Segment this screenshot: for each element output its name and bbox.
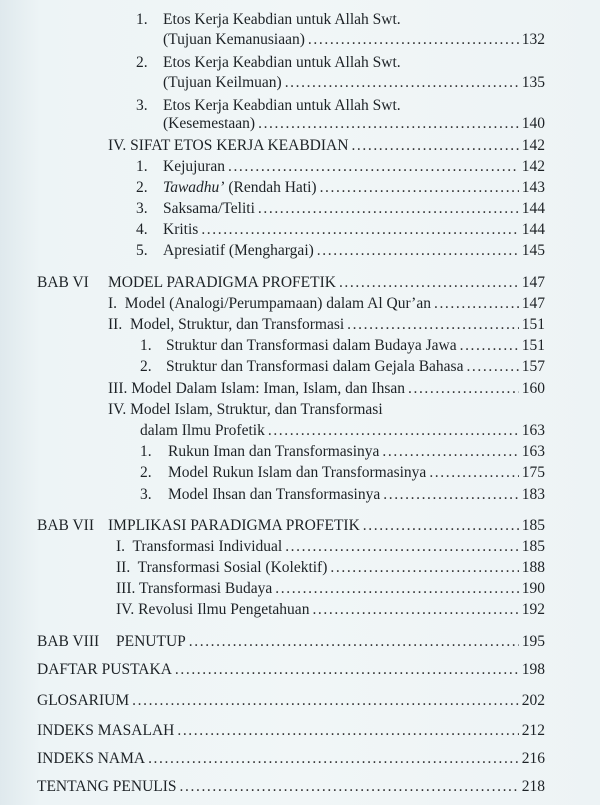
toc-entry-bab-6-iv[interactable] — [140, 421, 545, 441]
toc-entry-indeks-nama[interactable] — [37, 749, 545, 769]
entry-text: I. Transformasi Individual — [116, 538, 283, 555]
toc-entry-bab-7-iii[interactable] — [116, 579, 545, 599]
entry-text: Saksama/Teliti — [163, 200, 255, 217]
entry-text: IV. SIFAT ETOS KERJA KEABDIAN — [108, 137, 349, 154]
toc-entry-saksama[interactable] — [136, 199, 545, 219]
entry-text: (Tujuan Kemanusiaan) — [163, 31, 305, 48]
page-number: 216 — [521, 750, 545, 767]
leader-dots — [466, 357, 518, 377]
page-number: 145 — [521, 242, 545, 259]
toc-entry-kesemestaan[interactable] — [163, 114, 545, 134]
page-number: 144 — [521, 200, 545, 217]
page-number: 160 — [521, 380, 545, 397]
entry-text: GLOSARIUM — [37, 692, 130, 709]
page-number: 218 — [521, 778, 545, 795]
item-number: 5. — [136, 242, 148, 259]
entry-text: Model Ihsan dan Transformasinya — [168, 486, 381, 503]
chapter-label-bab-8: BAB VIII — [37, 633, 100, 650]
entry-text: I. Model (Analogi/Perumpamaan) dalam Al Qur’an — [108, 295, 431, 312]
chapter-label-bab-7: BAB VII — [37, 517, 94, 534]
item-number: 3. — [140, 486, 152, 503]
leader-dots — [347, 315, 519, 335]
toc-entry-gejala-bahasa[interactable] — [140, 357, 545, 377]
item-number: 1. — [136, 11, 148, 28]
entry-text: (Tujuan Keilmuan) — [163, 74, 282, 91]
entry-text: dalam Ilmu Profetik — [140, 422, 265, 439]
leader-dots — [132, 691, 519, 711]
entry-text: II. Model, Struktur, dan Transformasi — [108, 316, 345, 333]
leader-dots — [201, 220, 518, 240]
page-number: 147 — [521, 274, 545, 291]
entry-text: INDEKS MASALAH — [37, 722, 175, 739]
leader-dots — [317, 241, 519, 261]
page-number: 142 — [521, 137, 545, 154]
page-number: 143 — [521, 179, 545, 196]
leader-dots — [363, 516, 519, 536]
leader-dots — [434, 294, 519, 314]
leader-dots — [268, 421, 519, 441]
leader-dots — [308, 30, 519, 50]
page-number: 185 — [521, 517, 545, 534]
toc-entry-rukun-islam[interactable] — [140, 463, 545, 483]
toc-entry-ihsan[interactable] — [140, 485, 545, 505]
leader-dots — [180, 777, 519, 797]
item-number: 1. — [136, 158, 148, 175]
leader-dots — [148, 749, 519, 769]
toc-entry-indeks-masalah[interactable] — [37, 721, 545, 741]
toc-entry-tujuan-kemanusiaan[interactable] — [163, 30, 545, 50]
page-number: 202 — [521, 692, 545, 709]
toc-entry-bab-6-ii[interactable] — [108, 315, 545, 335]
item-number: 2. — [136, 54, 148, 71]
page-number: 192 — [521, 601, 545, 618]
page-number: 175 — [521, 464, 545, 481]
toc-entry-bab-7-ii[interactable] — [116, 558, 545, 578]
leader-dots — [429, 463, 518, 483]
page-number: 151 — [521, 337, 545, 354]
chapter-title: IMPLIKASI PARADIGMA PROFETIK — [108, 517, 360, 534]
entry-text: Model Rukun Islam dan Transformasinya — [168, 464, 427, 481]
leader-dots — [351, 136, 518, 156]
toc-entry-budaya-jawa[interactable] — [140, 336, 545, 356]
toc-entry-bab-6[interactable] — [108, 273, 545, 293]
page-number: 144 — [521, 221, 545, 238]
toc-entry-apresiatif[interactable] — [136, 241, 545, 261]
leader-dots — [258, 114, 519, 134]
leader-dots — [320, 178, 519, 198]
item-number: 2. — [140, 358, 152, 375]
page-number: 195 — [521, 633, 545, 650]
toc-entry-tawadhu[interactable] — [136, 178, 545, 198]
entry-text: (Rendah Hati) — [224, 179, 317, 196]
page-number: 188 — [521, 559, 545, 576]
entry-text: II. Transformasi Sosial (Kolektif) — [116, 559, 328, 576]
entry-text: III. Model Dalam Islam: Iman, Islam, dan Ihsan — [108, 380, 405, 397]
item-text: Etos Kerja Keabdian untuk Allah Swt. — [163, 11, 401, 28]
leader-dots — [312, 600, 518, 620]
entry-text: Rukun Iman dan Transformasinya — [168, 443, 380, 460]
chapter-label-bab-6: BAB VI — [37, 274, 89, 291]
toc-entry-bab-7-i[interactable] — [116, 537, 545, 557]
toc-entry-bab-6-i[interactable] — [108, 294, 545, 314]
chapter-title: MODEL PARADIGMA PROFETIK — [108, 274, 336, 291]
leader-dots — [189, 632, 519, 652]
entry-text: III. Transformasi Budaya — [116, 580, 273, 597]
page-number: 132 — [521, 31, 545, 48]
toc-item-5-iii-1-line1 — [136, 10, 401, 30]
toc-entry-tujuan-keilmuan[interactable] — [163, 73, 545, 93]
toc-entry-bab-6-iv-line1: IV. Model Islam, Struktur, dan Transformasi — [108, 401, 383, 418]
toc-entry-daftar-pustaka[interactable] — [37, 660, 545, 680]
item-number: 1. — [140, 337, 152, 354]
page-number: 190 — [521, 580, 545, 597]
entry-text: DAFTAR PUSTAKA — [37, 661, 172, 678]
page-number: 198 — [521, 661, 545, 678]
item-number: 1. — [140, 443, 152, 460]
entry-text-italic: Tawadhu’ — [163, 179, 225, 196]
leader-dots — [285, 537, 519, 557]
toc-entry-rukun-iman[interactable] — [140, 442, 545, 462]
leader-dots — [382, 442, 518, 462]
toc-item-5-iii-3-line1 — [136, 96, 401, 116]
entry-text: Struktur dan Transformasi dalam Gejala Bahasa — [166, 358, 464, 375]
toc-entry-tentang-penulis[interactable] — [37, 777, 545, 797]
entry-text: Kritis — [163, 221, 199, 238]
toc-entry-bab-7-iv[interactable] — [116, 600, 545, 620]
leader-dots — [177, 721, 518, 741]
leader-dots — [383, 485, 519, 505]
page-number: 185 — [521, 538, 545, 555]
chapter-title: PENUTUP — [116, 633, 186, 650]
page-number: 151 — [521, 316, 545, 333]
leader-dots — [258, 199, 519, 219]
item-number: 3. — [136, 97, 148, 114]
page-number: 140 — [521, 115, 545, 132]
item-number: 2. — [136, 179, 148, 196]
item-text: Etos Kerja Keabdian untuk Allah Swt. — [163, 97, 401, 114]
entry-text: TENTANG PENULIS — [37, 778, 177, 795]
page-number: 135 — [521, 74, 545, 91]
page-number: 157 — [521, 358, 545, 375]
toc-entry-bab-6-iii[interactable] — [108, 379, 545, 399]
toc-entry-bab-8[interactable] — [116, 632, 545, 652]
leader-dots — [285, 73, 519, 93]
item-number: 4. — [136, 221, 148, 238]
leader-dots — [228, 157, 519, 177]
item-text: Etos Kerja Keabdian untuk Allah Swt. — [163, 54, 401, 71]
page-number: 163 — [521, 443, 545, 460]
page-number: 147 — [521, 295, 545, 312]
toc-item-5-iii-2-line1 — [136, 53, 401, 73]
page-number: 142 — [521, 158, 545, 175]
page-number: 183 — [521, 486, 545, 503]
page-number: 163 — [521, 422, 545, 439]
leader-dots — [460, 336, 519, 356]
toc-entry-sifat-etos-kerja[interactable] — [108, 136, 545, 156]
item-number: 2. — [140, 464, 152, 481]
item-number: 3. — [136, 200, 148, 217]
entry-text: Apresiatif (Menghargai) — [163, 242, 314, 259]
leader-dots — [408, 379, 519, 399]
entry-text: Struktur dan Transformasi dalam Budaya Jawa — [166, 337, 457, 354]
leader-dots — [275, 579, 518, 599]
toc-entry-glosarium[interactable] — [37, 691, 545, 711]
toc-entry-kritis[interactable] — [136, 220, 545, 240]
entry-text: INDEKS NAMA — [37, 750, 146, 767]
leader-dots — [330, 558, 518, 578]
leader-dots — [339, 273, 519, 293]
toc-entry-kejujuran[interactable] — [136, 157, 545, 177]
toc-entry-bab-7[interactable] — [108, 516, 545, 536]
entry-text: (Kesemestaan) — [163, 115, 256, 132]
entry-text: IV. Revolusi Ilmu Pengetahuan — [116, 601, 310, 618]
page-number: 212 — [521, 722, 545, 739]
leader-dots — [175, 660, 519, 680]
entry-text: Kejujuran — [163, 158, 225, 175]
